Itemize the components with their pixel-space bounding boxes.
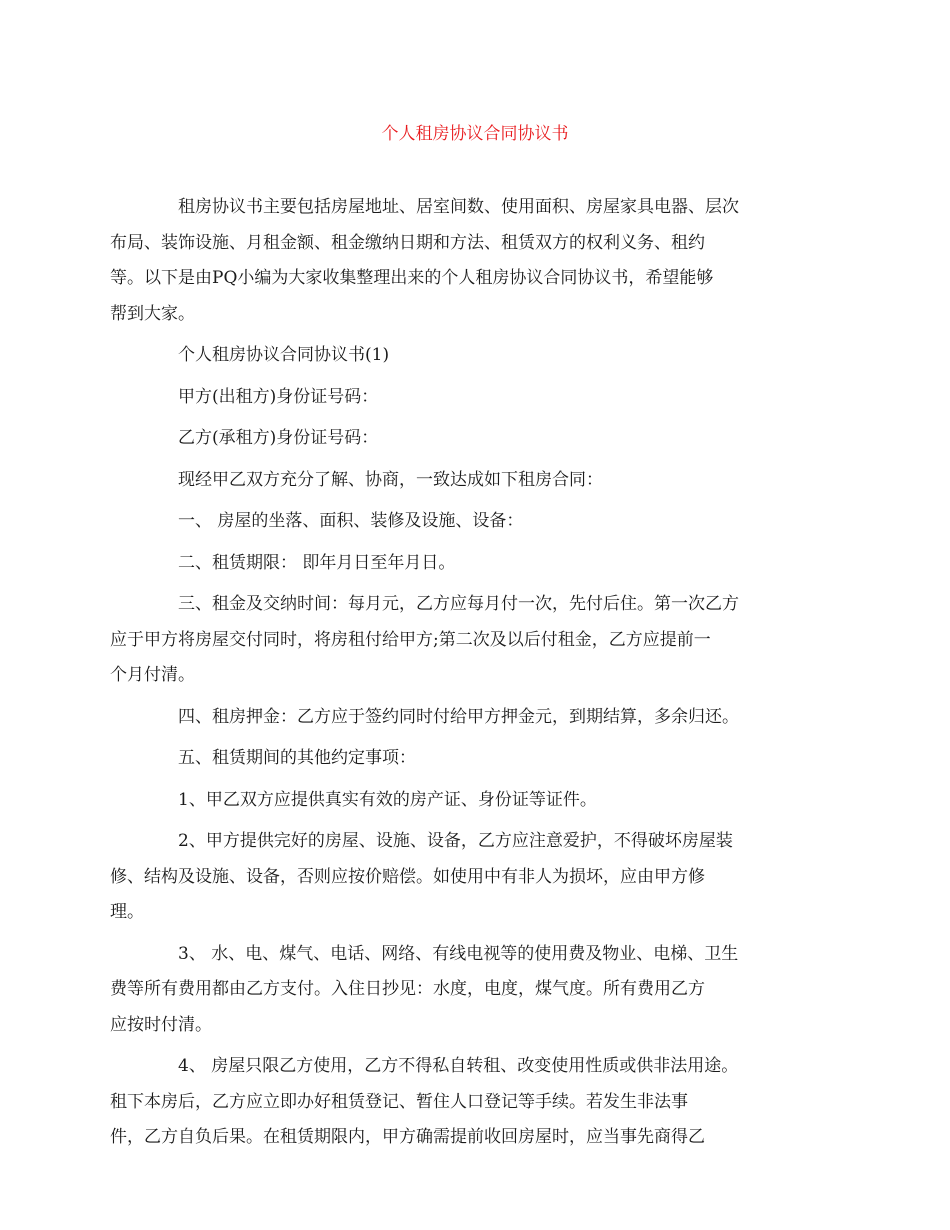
paragraph-clause-4 — [144, 700, 806, 736]
paragraph-clause-2 — [144, 546, 806, 582]
paragraph-party-b — [144, 421, 806, 457]
text-line: 四、租房押金：乙方应于签约同时付给甲方押金元，到期结算，多余归还。 — [178, 706, 739, 727]
text-line: 三、租金及交纳时间：每月元，乙方应每月付一次，先付后住。第一次乙方 — [178, 594, 739, 614]
text-line: 现经甲乙双方充分了解、协商，一致达成如下租房合同： — [178, 469, 603, 490]
text-line: 理。 — [110, 902, 144, 922]
text-line: 应按时付清。 — [110, 1014, 212, 1035]
text-line: 4、 房屋只限乙方使用，乙方不得私自转租、改变使用性质或供非法用途。 — [178, 1056, 739, 1076]
paragraph-agreement — [144, 463, 806, 499]
paragraph-clause-5 — [144, 741, 806, 777]
text-line: 五、租赁期间的其他约定事项： — [178, 748, 416, 768]
text-line: 个人租房协议合同协议书(1) — [178, 345, 390, 365]
document-title: 个人租房协议合同协议书 — [381, 124, 569, 144]
paragraph-party-a — [144, 380, 806, 416]
text-line: 件，乙方自负后果。在租赁期限内，甲方确需提前收回房屋时，应当事先商得乙 — [110, 1127, 705, 1147]
paragraph-clause-3 — [110, 587, 806, 694]
text-line: 二、租赁期限： 即年月日至年月日。 — [178, 552, 456, 573]
text-line: 租下本房后，乙方应立即办好租赁登记、暂住人口登记等手续。若发生非法事 — [110, 1091, 688, 1112]
paragraph-item-3 — [110, 937, 806, 1044]
text-line: 等。以下是由PQ小编为大家收集整理出来的个人租房协议合同协议书，希望能够 — [110, 268, 714, 288]
text-line: 租房协议书主要包括房屋地址、居室间数、使用面积、房屋家具电器、层次 — [178, 197, 739, 217]
text-line: 布局、装饰设施、月租金额、租金缴纳日期和方法、租赁双方的权利义务、租约 — [110, 232, 705, 253]
text-line: 1、甲乙双方应提供真实有效的房产证、身份证等证件。 — [178, 789, 597, 810]
text-line: 费等所有费用都由乙方支付。入住日抄见：水度，电度，煤气度。所有费用乙方 — [110, 979, 705, 999]
text-line: 帮到大家。 — [110, 303, 195, 324]
paragraph-item-2 — [110, 824, 806, 931]
text-line: 3、 水、电、煤气、电话、网络、有线电视等的使用费及物业、电梯、卫生 — [178, 943, 739, 964]
text-line: 一、 房屋的坐落、面积、装修及设施、设备： — [178, 511, 524, 531]
text-line: 甲方(出租方)身份证号码： — [178, 386, 379, 407]
paragraph-item-1 — [144, 783, 806, 819]
document-body — [110, 190, 806, 1162]
paragraph-subtitle — [144, 338, 806, 374]
text-line: 个月付清。 — [110, 665, 195, 685]
text-line: 乙方(承租方)身份证号码： — [178, 428, 379, 448]
text-line: 2、甲方提供完好的房屋、设施、设备，乙方应注意爱护，不得破坏房屋装 — [178, 831, 733, 851]
paragraph-intro — [110, 190, 806, 332]
text-line: 修、结构及设施、设备，否则应按价赔偿。如使用中有非人为损坏，应由甲方修 — [110, 866, 705, 887]
text-line: 应于甲方将房屋交付同时，将房租付给甲方;第二次及以后付租金，乙方应提前一 — [110, 629, 711, 650]
paragraph-clause-1 — [144, 504, 806, 540]
paragraph-item-4 — [110, 1049, 806, 1156]
